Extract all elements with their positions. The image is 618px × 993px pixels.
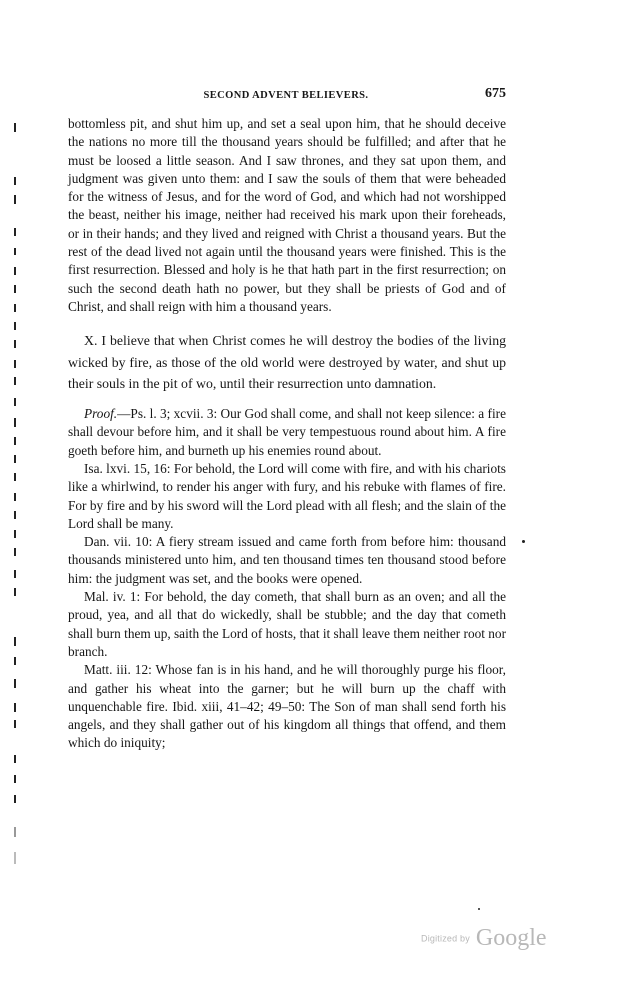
edge-mark — [14, 322, 16, 330]
edge-mark — [14, 123, 16, 132]
edge-mark — [14, 755, 16, 763]
stray-ink-dot — [522, 540, 525, 543]
edge-mark — [14, 228, 16, 236]
edge-mark — [14, 775, 16, 783]
watermark-prefix: Digitized by — [421, 933, 470, 944]
edge-mark — [14, 437, 16, 445]
edge-mark — [14, 177, 16, 185]
edge-mark — [14, 827, 16, 837]
proof-paragraph — [68, 405, 506, 460]
edge-mark — [14, 360, 16, 368]
edge-mark — [14, 267, 16, 275]
edge-mark — [14, 703, 16, 712]
page-number: 675 — [485, 86, 506, 101]
citation-malachi: Mal. iv. 1: For behold, the day cometh, that shall burn as an oven; and all the proud, yea, and all that do wickedly, shall be stubble; and the day that cometh shall burn them up, saith the Lord of hosts, that it shall leave them neither root nor branch. — [68, 589, 506, 659]
edge-mark — [14, 548, 16, 556]
binding-edge-marks — [14, 115, 22, 815]
citation-isaiah: Isa. lxvi. 15, 16: For behold, the Lord will come with fire, and with his chariots like a whirlwind, to render his anger with fury, and his rebuke with flames of fire. For by fire and by his sword will the Lord plead with all flesh; and the slain of the Lord shall be many. — [68, 460, 506, 531]
google-logo: Google — [475, 925, 547, 951]
edge-mark — [14, 588, 16, 596]
edge-mark — [14, 657, 16, 665]
edge-mark — [14, 304, 16, 312]
edge-mark — [14, 637, 16, 646]
citation-daniel: Dan. vii. 10: A fiery stream issued and came forth from before him: thousand thousands ministered unto him, and ten thousand times ten thousand stood before him: the judgment was set, and the books were opened. — [68, 534, 506, 586]
edge-mark — [14, 248, 16, 255]
stray-ink-dot — [478, 908, 480, 910]
page-body — [68, 115, 506, 753]
proof-label: Proof. — [84, 406, 118, 422]
edge-mark — [14, 377, 16, 385]
proof-text: —Ps. l. 3; xcvii. 3: Our God shall come, and shall not keep silence: a fire shall devour before him, and it shall be very tempestuous round about him. A fire goeth before him, and burneth up his enemies round about. — [68, 406, 506, 458]
continued-paragraph: bottomless pit, and shut him up, and set a seal upon him, that he should deceive the nations no more till the thousand years should be fulfilled; and after that he must be loosed a little season. And I saw thrones, and they sat upon them, and judgment was given unto them: and I saw the souls of them that were beheaded for the witness of Jesus, and for the word of God, and which had not worshipped the beast, neither his image, neither had received his mark upon their foreheads, or in their hands; and they lived and reigned with Christ a thousand years. But the rest of the dead lived not again until the thousand years were finished. This is the first resurrection. Blessed and holy is he that hath part in the first resurrection; on such the second death hath no power, but they shall be priests of God and of Christ, and shall reign with him a thousand years. — [68, 116, 506, 314]
edge-mark — [14, 530, 16, 538]
edge-mark — [14, 679, 16, 688]
edge-mark — [14, 340, 16, 348]
running-title: SECOND ADVENT BELIEVERS. — [203, 90, 369, 101]
digitization-watermark — [421, 925, 547, 952]
edge-mark — [14, 473, 16, 481]
edge-mark — [14, 570, 16, 578]
edge-mark — [14, 398, 16, 406]
article-x-paragraph: X. I believe that when Christ comes he will destroy the bodies of the living wicked by fire, as those of the old world were destroyed by water, and shut up their souls in the pit of wo, until their resurrection unto damnation. — [68, 333, 506, 392]
citation-matthew: Matt. iii. 12: Whose fan is in his hand, and he will thoroughly purge his floor, and gather his wheat into the garner; but he will burn up the chaff with unquenchable fire. Ibid. xiii, 41–42; 49–50: The Son of man shall send forth his angels, and they shall gather out of his kingdom all things that offend, and them which do iniquity; — [68, 662, 506, 751]
edge-mark — [14, 285, 16, 293]
edge-mark — [14, 418, 16, 427]
running-head — [66, 86, 506, 106]
edge-mark — [14, 795, 16, 803]
edge-mark — [14, 720, 16, 728]
edge-mark — [14, 195, 16, 204]
edge-mark — [14, 455, 16, 463]
edge-mark — [14, 493, 16, 501]
edge-mark — [14, 852, 16, 864]
edge-mark — [14, 511, 16, 519]
